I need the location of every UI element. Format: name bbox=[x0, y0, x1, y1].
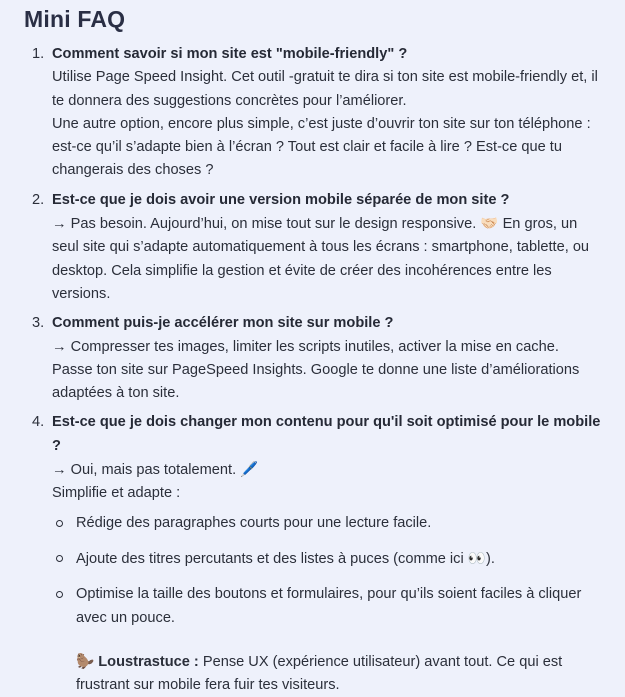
eyes-icon: 👀 bbox=[467, 549, 486, 567]
faq-answer-1-paragraph-1: Utilise Page Speed Insight. Cet outil -gratuit te dira si ton site est mobile-friendly et, il te donnera des suggestions concrètes pour l’améliorer. bbox=[52, 69, 598, 109]
faq-answer-2-end: En gros, un seul site qui s’adapte automatiquement à tous les écrans : smartphone, tablette, ou desktop. Cela simplifie la gestion et évite de créer des incohérences entre les versions. bbox=[52, 216, 590, 302]
bullet-item-2 bbox=[76, 547, 601, 571]
pen-icon: 🖊️ bbox=[240, 461, 259, 479]
faq-item-4 bbox=[52, 411, 601, 697]
beaver-icon: 🦫 bbox=[76, 652, 95, 670]
faq-answer-3: → Compresser tes images, limiter les scripts inutiles, activer la mise en cache. Passe ton site sur PageSpeed Insights. Google te donne une liste d’améliorations adaptées à ton site. bbox=[52, 338, 580, 402]
faq-answer-4-intro: Simplifie et adapte : bbox=[52, 485, 181, 502]
bullet-item-2-end: ). bbox=[485, 550, 495, 567]
bullet-item-3: Optimise la taille des boutons et formulaires, pour qu’ils soient faciles à cliquer avec un pouce. bbox=[76, 583, 601, 630]
faq-list bbox=[24, 43, 601, 697]
faq-answer-1-paragraph-2: Une autre option, encore plus simple, c’est juste d’ouvrir ton site sur ton téléphone : est-ce qu’il s’adapte bien à l’écran ? Tout est clair et facile à lire ? Est-ce que tu changerais des choses ? bbox=[52, 115, 591, 179]
faq-question-4: Est-ce que je dois changer mon contenu pour qu'il soit optimisé pour le mobile ? bbox=[52, 414, 601, 454]
faq-item-1 bbox=[52, 43, 601, 183]
tip-text: Pense UX (expérience utilisateur) avant tout. Ce qui est frustrant sur mobile fera fuir tes visiteurs. bbox=[76, 653, 563, 694]
faq-question-2: Est-ce que je dois avoir une version mobile séparée de mon site ? bbox=[52, 191, 510, 208]
page-title: Mini FAQ bbox=[24, 6, 126, 32]
faq-item-2 bbox=[52, 189, 601, 306]
handshake-icon: 🤝🏻 bbox=[480, 215, 499, 233]
faq-answer-2-start: → Pas besoin. Aujourd’hui, on mise tout sur le design responsive. bbox=[52, 216, 477, 233]
tip-label: Loustrastuce : bbox=[98, 653, 199, 670]
bullet-item-2-text: Ajoute des titres percutants et des listes à puces (comme ici bbox=[76, 550, 464, 567]
faq-question-3: Comment puis-je accélérer mon site sur mobile ? bbox=[52, 315, 394, 332]
tip-box bbox=[76, 650, 601, 697]
faq-answer-2 bbox=[52, 216, 589, 302]
faq-question-1: Comment savoir si mon site est "mobile-friendly" ? bbox=[52, 46, 408, 62]
bullet-item-1: Rédige des paragraphes courts pour une lecture facile. bbox=[76, 512, 601, 535]
faq-answer-4-bullets bbox=[52, 512, 601, 630]
faq-answer-4-text: → Oui, mais pas totalement. bbox=[52, 462, 237, 479]
faq-answer-4 bbox=[52, 458, 601, 482]
faq-item-3 bbox=[52, 312, 601, 405]
